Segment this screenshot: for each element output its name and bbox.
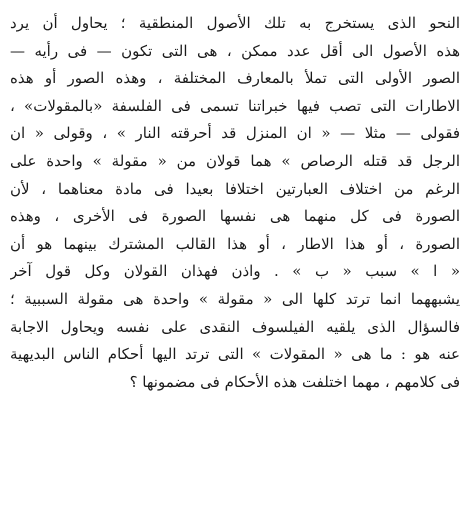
text-line: فى كلامهم ، مهما اختلفت هذه الأحكام فى مضمونها ؟ [129,372,460,391]
text-line: يشبههما انما ترتد كلها الى « مقولة » واحدة هى مقولة السببية ؛ [10,289,460,308]
body-paragraph [10,10,460,396]
text-line: عنه هو : ما هى « المقولات » التى ترتد اليها أحكام الناس البديهية [10,345,460,364]
text-line: فقولى — مثلا — « ان المنزل قد أحرقته النار » ، وقولى « ان [10,124,460,143]
text-line: الصورة فى كل منهما هى نفسها الصورة فى الأخرى ، وهذه [10,207,460,226]
text-line: الرغم من اختلاف العبارتين اختلافا بعيدا فى مادة معناهما ، لأن [10,179,460,198]
text-line: الاطارات التى تصب فيها خبراتنا تسمى فى الفلسفة «بالمقولات» ، [10,96,460,115]
text-line: « ا » سبب « ب » . واذن فهذان القولان وكل قول آخر [10,262,460,281]
text-line: النحو الذى يستخرج به تلك الأصول المنطقية ؛ يحاول أن يرد [10,14,460,32]
text-line: هذه الأصول الى أقل عدد ممكن ، هى التى تكون — فى رأيه — [10,41,460,60]
text-line: فالسؤال الذى يلقيه الفيلسوف النقدى على نفسه ويحاول الاجابة [10,317,460,336]
text-line: الصورة ، أو هذا الاطار ، أو هذا القالب المشترك بينهما هو أن [10,234,460,253]
text-line: الصور الأولى التى تملأ بالمعارف المختلفة ، وهذه الصور أو هذه [10,69,460,88]
text-line: الرجل قد قتله الرصاص » هما قولان من « مقولة » واحدة على [10,151,460,170]
